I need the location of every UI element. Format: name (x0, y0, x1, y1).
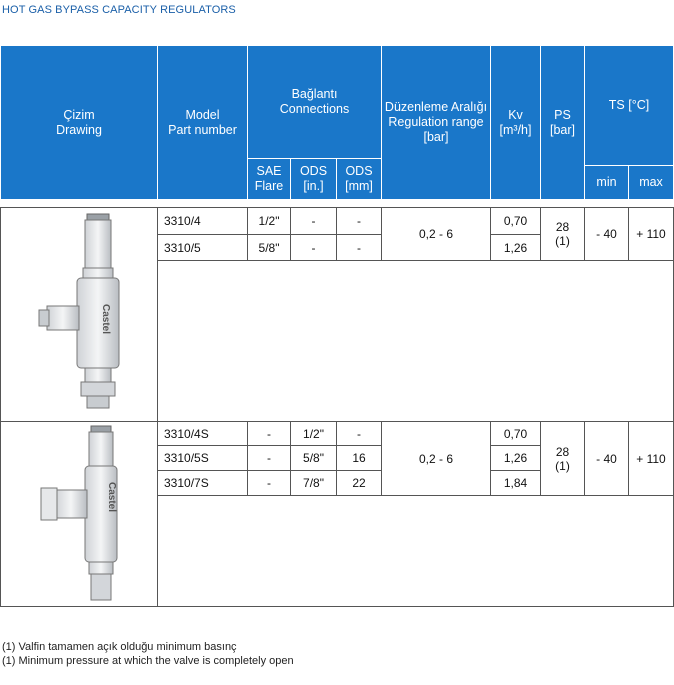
model-cell: 3310/4S (157, 421, 248, 446)
sae-cell: - (247, 445, 291, 471)
model-cell: 3310/5S (157, 445, 248, 471)
header-sae: SAE Flare (247, 158, 291, 200)
valve-drawing-sae (1, 208, 157, 421)
model-cell: 3310/7S (157, 470, 248, 496)
ts-max-cell: + 110 (628, 207, 674, 261)
ods-mm-cell: 22 (336, 470, 382, 496)
ods-in-cell: 5/8" (290, 445, 337, 471)
ts-min-cell: - 40 (584, 207, 629, 261)
sae-cell: 5/8" (247, 234, 291, 261)
kv-cell: 0,70 (490, 421, 541, 446)
ts-max-cell: + 110 (628, 421, 674, 496)
sae-cell: - (247, 421, 291, 446)
svg-text:Castel: Castel (100, 304, 111, 335)
regulation-range-cell: 0,2 - 6 (381, 421, 491, 496)
valve-drawing-ods (1, 422, 157, 606)
ts-min-cell: - 40 (584, 421, 629, 496)
header-ts: TS [°C] (584, 45, 674, 166)
footnote-tr: (1) Valfin tamamen açık olduğu minimum basınç (2, 641, 237, 653)
sae-cell: 1/2" (247, 207, 291, 235)
ods-in-cell: - (290, 207, 337, 235)
header-ods-in: ODS [in.] (290, 158, 337, 200)
header-ts-min: min (584, 165, 629, 200)
page-title: HOT GAS BYPASS CAPACITY REGULATORS (2, 4, 236, 16)
kv-cell: 1,84 (490, 470, 541, 496)
ods-in-cell: 1/2" (290, 421, 337, 446)
blank-area (157, 260, 674, 422)
sae-cell: - (247, 470, 291, 496)
drawing-cell-group-2 (0, 421, 158, 607)
header-ts-max: max (628, 165, 674, 200)
ods-mm-cell: - (336, 234, 382, 261)
ods-mm-cell: 16 (336, 445, 382, 471)
header-connections: Bağlantı Connections (247, 45, 382, 159)
model-cell: 3310/4 (157, 207, 248, 235)
header-ps: PS [bar] (540, 45, 585, 200)
kv-cell: 0,70 (490, 207, 541, 235)
model-cell: 3310/5 (157, 234, 248, 261)
ods-in-cell: 7/8" (290, 470, 337, 496)
ods-mm-cell: - (336, 421, 382, 446)
footnote-en: (1) Minimum pressure at which the valve is completely open (2, 655, 294, 667)
ods-mm-cell: - (336, 207, 382, 235)
ps-cell: 28 (1) (540, 421, 585, 496)
header-regulation-range: Düzenleme Aralığı Regulation range [bar] (381, 45, 491, 200)
ods-in-cell: - (290, 234, 337, 261)
header-ods-mm: ODS [mm] (336, 158, 382, 200)
header-model: Model Part number (157, 45, 248, 200)
blank-area (157, 495, 674, 607)
svg-text:Castel: Castel (106, 482, 117, 513)
regulation-range-cell: 0,2 - 6 (381, 207, 491, 261)
kv-cell: 1,26 (490, 234, 541, 261)
header-kv: Kv [m³/h] (490, 45, 541, 200)
drawing-cell-group-1 (0, 207, 158, 422)
kv-cell: 1,26 (490, 445, 541, 471)
header-drawing: Çizim Drawing (0, 45, 158, 200)
ps-cell: 28 (1) (540, 207, 585, 261)
